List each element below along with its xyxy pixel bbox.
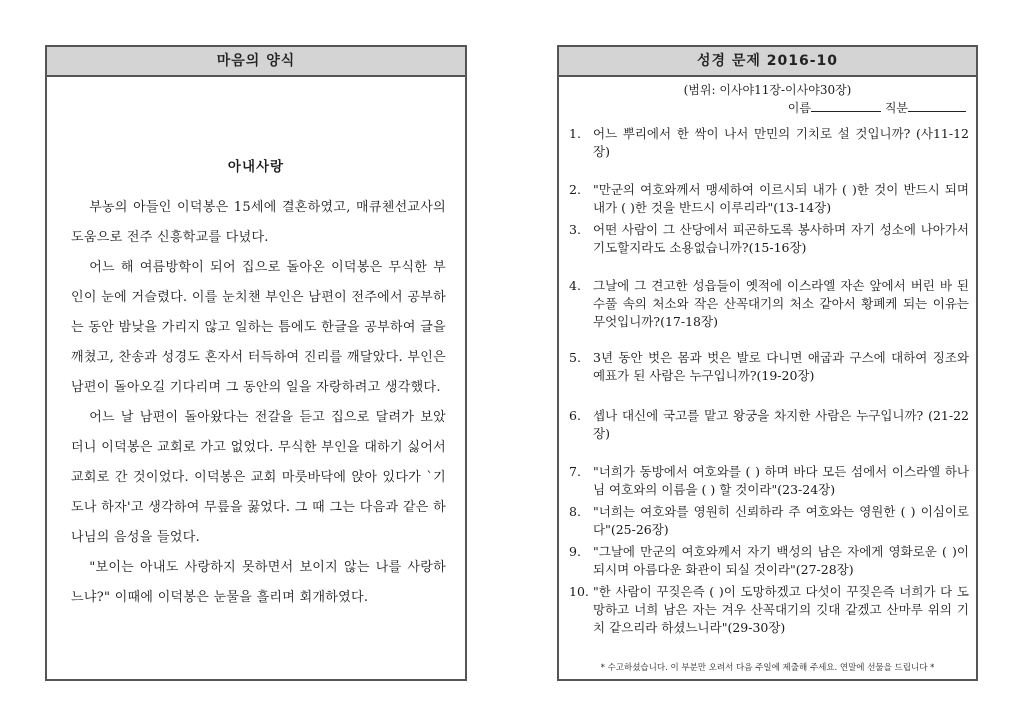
question-text: 어느 뿌리에서 한 싹이 나서 만민의 기치로 설 것입니까? (사11-12장): [593, 126, 969, 159]
question-number: 5.: [569, 350, 581, 365]
name-role-line: [788, 99, 966, 116]
question-text: "너희는 여호와를 영원히 신뢰하라 주 여호와는 영원한 ( ) 이심이로다"(25-26장): [593, 504, 969, 537]
essay-paragraph: 어느 해 여름방학이 되어 집으로 돌아온 이덕봉은 무식한 부인이 눈에 거슬렸다. 이를 눈치챈 부인은 남편이 전주에서 공부하는 동안 밤낮을 가리지 않고 일하는 틈에도 한글을 공부하여 글을 깨쳤고, 찬송과 성경도 혼자서 터득하여 진리를 깨달았다. 부인은 남편이 돌아오길 기다리며 그 동안의 일을 자랑하려고 생각했다.: [71, 260, 446, 395]
question-item: [569, 181, 969, 217]
essay-body: [71, 193, 446, 613]
question-item: [569, 543, 969, 579]
quiz-panel-header: 성경 문제 2016-10: [559, 47, 976, 77]
question-number: 7.: [569, 464, 581, 479]
question-number: 10.: [569, 584, 589, 599]
essay-panel: [45, 45, 467, 681]
role-blank: [908, 99, 966, 112]
question-item: [569, 463, 969, 499]
question-number: 1.: [569, 126, 581, 141]
question-item: [569, 277, 969, 331]
question-item: [569, 125, 969, 161]
question-text: "한 사람이 꾸짖은즉 ( )이 도망하겠고 다섯이 꾸짖은즉 너희가 다 도망하고 너희 남은 자는 겨우 산꼭대기의 깃대 같겠고 산마루 위의 기치 같으리라 하셨느니라"(29-30장): [593, 584, 969, 635]
question-text: 그날에 그 견고한 성읍들이 옛적에 이스라엘 자손 앞에서 버린 바 된 수풀 속의 처소와 작은 산꼭대기의 처소 같아서 황폐케 되는 이유는 무엇입니까?(17-18장): [593, 278, 969, 329]
question-number: 3.: [569, 222, 581, 237]
question-text: "만군의 여호와께서 맹세하여 이르시되 내가 ( )한 것이 반드시 되며 내가 ( )한 것을 반드시 이루리라"(13-14장): [593, 182, 969, 215]
question-number: 2.: [569, 182, 581, 197]
question-text: "그날에 만군의 여호와께서 자기 백성의 남은 자에게 영화로운 ( )이 되시며 아름다운 화관이 되실 것이라"(27-28장): [593, 544, 969, 577]
question-text: 어떤 사람이 그 산당에서 피곤하도록 봉사하며 자기 성소에 나아가서 기도할지라도 소용없습니까?(15-16장): [593, 222, 969, 255]
question-item: [569, 221, 969, 257]
name-label: 이름: [787, 101, 811, 115]
question-number: 9.: [569, 544, 581, 559]
role-label: 직분: [884, 101, 908, 115]
question-item: [569, 349, 969, 385]
question-text: "너희가 동방에서 여호와를 ( ) 하며 바다 모든 섬에서 이스라엘 하나님 여호와의 이름을 ( ) 할 것이라"(23-24장): [593, 464, 969, 497]
name-blank: [811, 99, 881, 112]
essay-paragraph: 어느 날 남편이 돌아왔다는 전갈을 듣고 집으로 달려가 보았더니 이덕봉은 교회로 가고 없었다. 무식한 부인을 대하기 싫어서 교회로 간 것이었다. 이덕봉은 교회 마룻바닥에 앉아 있다가 `기도나 하자'고 생각하여 무릎을 꿇었다. 그 때 그는 다음과 같은 하나님의 음성을 들었다.: [71, 410, 446, 545]
essay-paragraph: "보이는 아내도 사랑하지 못하면서 보이지 않는 나를 사랑하느냐?" 이때에 이덕봉은 눈물을 흘리며 회개하였다.: [71, 560, 446, 605]
question-text: 셉나 대신에 국고를 맡고 왕궁을 차지한 사람은 누구입니까? (21-22장): [593, 408, 969, 441]
essay-title: 아내사랑: [227, 159, 285, 175]
quiz-range: (범위: 이사야11장-이사야30장): [683, 83, 852, 97]
question-item: [569, 407, 969, 443]
question-text: 3년 동안 벗은 몸과 벗은 발로 다니면 애굽과 구스에 대하여 징조와 예표가 된 사람은 누구입니까?(19-20장): [593, 350, 969, 383]
essay-paragraph: 부농의 아들인 이덕봉은 15세에 결혼하였고, 매큐첸선교사의 도움으로 전주 신흥학교를 다녔다.: [71, 200, 446, 245]
question-number: 8.: [569, 504, 581, 519]
quiz-panel: [557, 45, 978, 681]
question-number: 4.: [569, 278, 581, 293]
question-number: 6.: [569, 408, 581, 423]
essay-panel-header: 마음의 양식: [47, 47, 465, 77]
question-item: [569, 503, 969, 539]
question-item: [569, 583, 969, 637]
quiz-footnote: * 수고하셨습니다. 이 부분만 오려서 다음 주일에 제출해 주세요. 연말에 선물을 드립니다 *: [600, 663, 935, 673]
